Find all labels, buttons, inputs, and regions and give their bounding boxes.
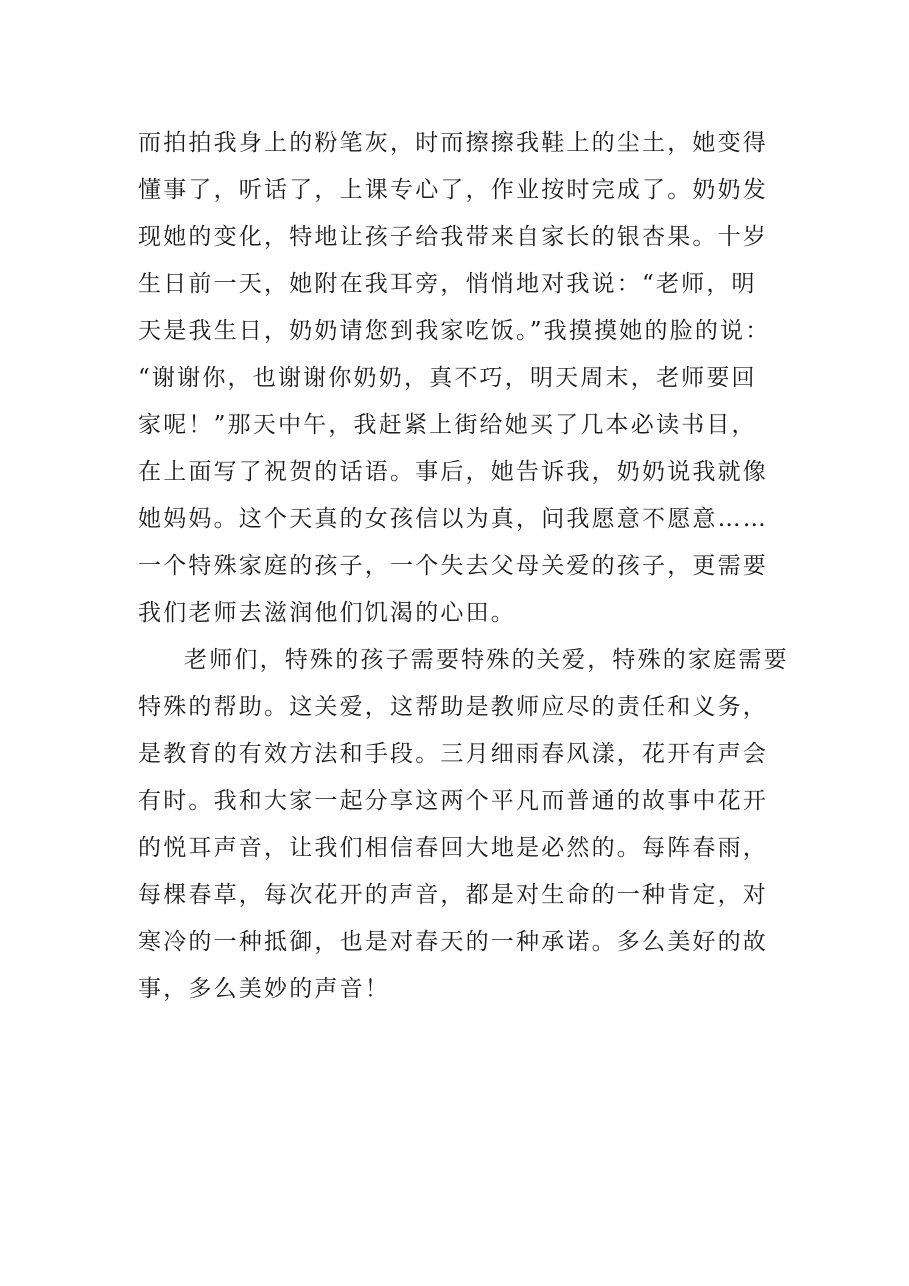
document-body bbox=[138, 120, 789, 1013]
text-line: 寒冷的一种抵御，也是对春天的一种承诺。多么美好的故 bbox=[138, 929, 768, 955]
text-line: 有时。我和大家一起分享这两个平凡而普通的故事中花开 bbox=[138, 788, 768, 814]
text-line: 是教育的有效方法和手段。三月细雨春风漾，花开有声会 bbox=[138, 741, 768, 767]
text-line: 懂事了，听话了，上课专心了，作业按时完成了。奶奶发 bbox=[138, 177, 768, 203]
text-line: “谢谢你，也谢谢你奶奶，真不巧，明天周末，老师要回 bbox=[138, 365, 757, 391]
text-line: 在上面写了祝贺的话语。事后，她告诉我，奶奶说我就像 bbox=[138, 459, 768, 485]
text-line: 的悦耳声音，让我们相信春回大地是必然的。每阵春雨， bbox=[138, 835, 768, 861]
text-line: 一个特殊家庭的孩子，一个失去父母关爱的孩子，更需要 bbox=[138, 553, 768, 579]
text-line: 事，多么美妙的声音！ bbox=[138, 976, 390, 1002]
text-line: 每棵春草，每次花开的声音，都是对生命的一种肯定，对 bbox=[138, 882, 768, 908]
text-line: 家呢！”那天中午，我赶紧上街给她买了几本必读书目， bbox=[138, 412, 757, 438]
text-line: 她妈妈。这个天真的女孩信以为真，问我愿意不愿意…… bbox=[138, 506, 768, 532]
text-line: 特殊的帮助。这关爱，这帮助是教师应尽的责任和义务， bbox=[138, 694, 768, 720]
paragraph-2 bbox=[138, 637, 789, 1013]
text-line: 天是我生日，奶奶请您到我家吃饭。”我摸摸她的脸的说： bbox=[138, 318, 771, 344]
text-line: 而拍拍我身上的粉笔灰，时而擦擦我鞋上的尘土，她变得 bbox=[138, 130, 768, 156]
text-line: 现她的变化，特地让孩子给我带来自家长的银杏果。十岁 bbox=[138, 224, 768, 250]
text-line: 老师们，特殊的孩子需要特殊的关爱，特殊的家庭需要 bbox=[184, 647, 789, 673]
paragraph-1 bbox=[138, 120, 778, 637]
text-line: 生日前一天，她附在我耳旁，悄悄地对我说：“老师，明 bbox=[138, 271, 757, 297]
text-line: 我们老师去滋润他们饥渴的心田。 bbox=[138, 600, 516, 626]
